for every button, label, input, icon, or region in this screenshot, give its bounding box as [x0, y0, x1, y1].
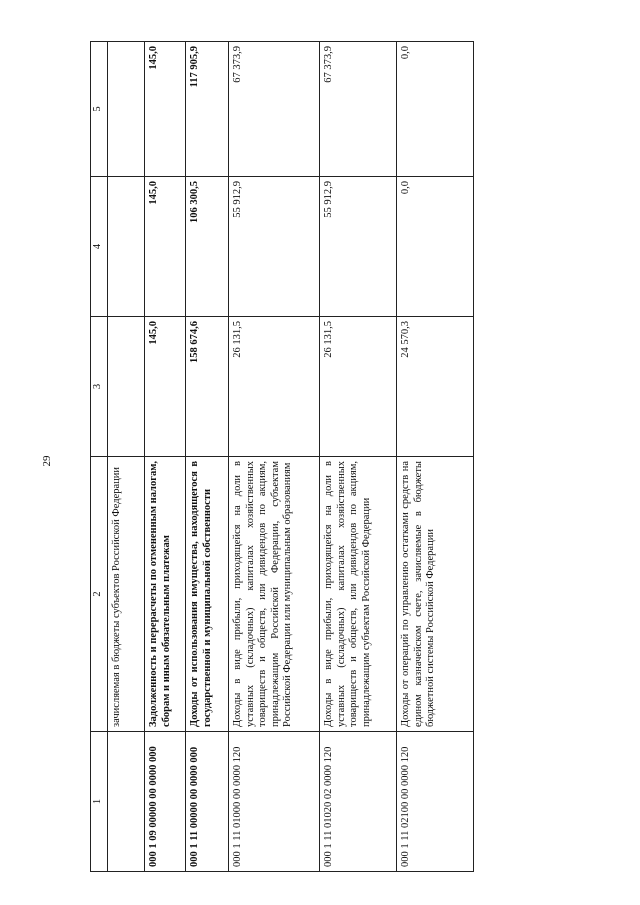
table-row: [108, 42, 145, 872]
row-value-5: 117 905,9: [186, 42, 229, 177]
row-value-5: 145,0: [145, 42, 186, 177]
row-value-3: [108, 317, 145, 457]
row-value-5: 67 373,9: [320, 42, 397, 177]
row-value-4: 0,0: [397, 177, 474, 317]
row-code: [108, 732, 145, 872]
row-name: зачисляемая в бюджеты субъектов Российской Федерации: [108, 457, 145, 732]
row-value-3: 26 131,5: [229, 317, 320, 457]
row-code: 000 1 11 02100 00 0000 120: [397, 732, 474, 872]
row-name: Задолженность и перерасчеты по отмененным налогам, сборам и иным обязательным платежам: [145, 457, 186, 732]
row-value-5: [108, 42, 145, 177]
row-value-5: 67 373,9: [229, 42, 320, 177]
row-code: 000 1 11 01020 02 0000 120: [320, 732, 397, 872]
row-value-4: [108, 177, 145, 317]
row-value-3: 145,0: [145, 317, 186, 457]
header-col-1: 1: [91, 732, 108, 872]
row-value-4: 106 300,5: [186, 177, 229, 317]
row-name: Доходы от операций по управлению остатками средств на едином казначейском счете, зачисляемые в бюджеты бюджетной системы Российской Федерации: [397, 457, 474, 732]
row-name: Доходы от использования имущества, находящегося в государственной и муниципальной собственности: [186, 457, 229, 732]
header-row: [91, 42, 108, 872]
table-row: [145, 42, 186, 872]
row-value-5: 0,0: [397, 42, 474, 177]
budget-table: [90, 41, 474, 872]
header-col-4: 4: [91, 177, 108, 317]
header-col-5: 5: [91, 42, 108, 177]
budget-table-frame: [90, 42, 615, 872]
row-value-4: 145,0: [145, 177, 186, 317]
row-value-3: 158 674,6: [186, 317, 229, 457]
row-code: 000 1 11 01000 00 0000 120: [229, 732, 320, 872]
table-row: [320, 42, 397, 872]
table-row: [186, 42, 229, 872]
row-value-4: 55 912,9: [320, 177, 397, 317]
row-code: 000 1 11 00000 00 0000 000: [186, 732, 229, 872]
row-name: Доходы в виде прибыли, приходящейся на доли в уставных (складочных) капиталах хозяйственных товариществ и обществ, или дивидендов по акциям, принадлежащим Российской Федерации, субъектам Российской Федерации или муниципальным образованиям: [229, 457, 320, 732]
row-value-3: 24 570,3: [397, 317, 474, 457]
page-number: 29: [41, 455, 53, 467]
table-row: [397, 42, 474, 872]
row-code: 000 1 09 00000 00 0000 000: [145, 732, 186, 872]
row-name: Доходы в виде прибыли, приходящейся на доли в уставных (складочных) капиталах хозяйственных товариществ и обществ, или дивидендов по акциям, принадлежащим субъектам Российской Федерации: [320, 457, 397, 732]
row-value-3: 26 131,5: [320, 317, 397, 457]
header-col-2: 2: [91, 457, 108, 732]
header-col-3: 3: [91, 317, 108, 457]
table-row: [229, 42, 320, 872]
row-value-4: 55 912,9: [229, 177, 320, 317]
